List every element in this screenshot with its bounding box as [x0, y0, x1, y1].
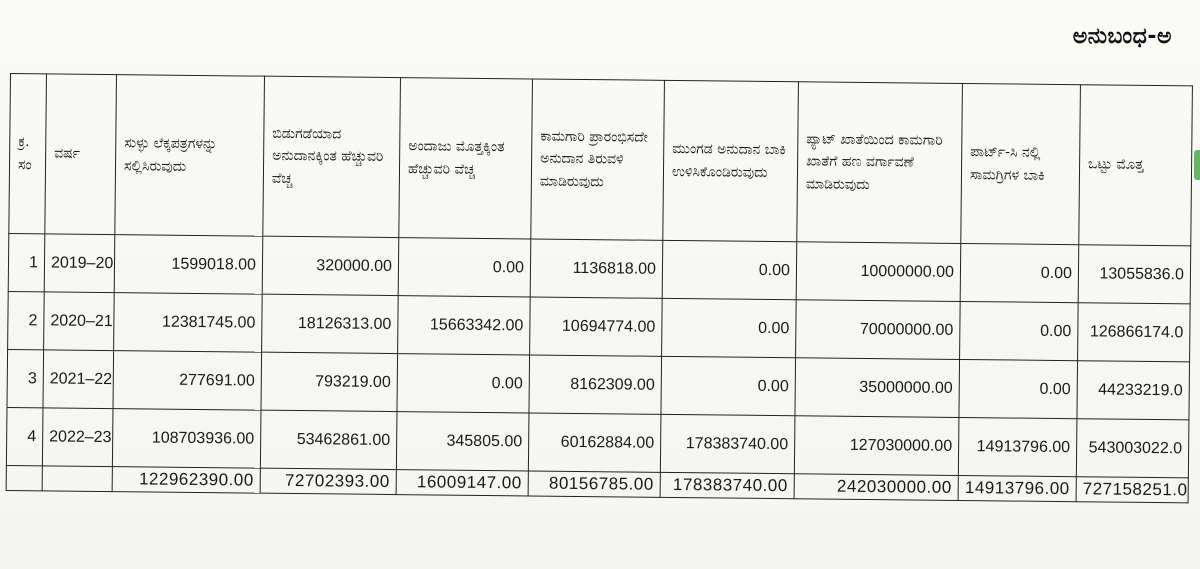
total-excess-over-released: 72702393.00: [260, 468, 396, 494]
cell-total: 13055836.0: [1078, 245, 1191, 304]
header-total: ಒಟ್ಟು ಮೊತ್ತ: [1079, 85, 1193, 246]
cell-advance-pending: 0.00: [662, 240, 797, 299]
cell-total: 543003022.0: [1076, 419, 1189, 478]
table-body: [6, 233, 1191, 502]
cell-false-accounts: 108703936.00: [112, 409, 261, 469]
cell-excess-over-estimate: 0.00: [397, 354, 530, 413]
cell-false-accounts: 12381745.00: [114, 293, 263, 353]
cell-excess-over-estimate: 0.00: [398, 238, 531, 297]
cell-total: 44233219.0: [1077, 361, 1190, 420]
total-advance-pending: 178383740.00: [660, 472, 794, 498]
cell-excess-over-estimate: 345805.00: [396, 412, 529, 471]
cell-sl: 2: [8, 291, 45, 349]
total-grant-diverted: 80156785.00: [528, 471, 660, 497]
cell-excess-over-estimate: 15663342.00: [398, 296, 531, 355]
cell-sl: 1: [8, 233, 45, 291]
cell-sl: 3: [7, 349, 44, 407]
cell-excess-over-released: 320000.00: [262, 236, 399, 295]
cell-false-accounts: 1599018.00: [114, 235, 263, 295]
header-false-accounts: ಸುಳ್ಳು ಲೆಕ್ಕಪತ್ರಗಳನ್ನು ಸಲ್ಲಿಸಿರುವುದು: [115, 75, 265, 237]
cell-advance-pending: 0.00: [661, 356, 796, 415]
cell-pat-transfer: 35000000.00: [795, 358, 960, 418]
report-table: [6, 73, 1193, 503]
total-grand-total: 727158251.0: [1076, 477, 1188, 503]
cell-part-c-material: 14913796.00: [958, 417, 1077, 476]
cell-excess-over-released: 18126313.00: [262, 294, 399, 353]
header-row: [9, 74, 1193, 246]
cell-sl-empty: [6, 465, 42, 490]
total-part-c-material: 14913796.00: [958, 475, 1076, 501]
cell-year-empty: [42, 466, 112, 492]
cell-part-c-material: 0.00: [960, 301, 1079, 360]
cell-grant-diverted: 8162309.00: [529, 355, 662, 414]
cell-advance-pending: 178383740.00: [660, 414, 795, 473]
header-grant-diverted: ಕಾಮಗಾರಿ ಪ್ರಾರಂಭಿಸದೇ ಅನುದಾನ ತಿರುವಳಿ ಮಾಡಿರುವುದು: [531, 79, 665, 240]
table-header: [9, 74, 1193, 246]
cell-grant-diverted: 60162884.00: [528, 413, 661, 472]
total-pat-transfer: 242030000.00: [794, 474, 958, 501]
cell-advance-pending: 0.00: [662, 298, 797, 357]
header-part-c-material: ಪಾರ್ಟ್-ಸಿ ನಲ್ಲಿ ಸಾಮಗ್ರಿಗಳ ಬಾಕಿ: [961, 83, 1081, 244]
cell-sl: 4: [6, 407, 43, 465]
cell-pat-transfer: 127030000.00: [794, 416, 959, 476]
cell-excess-over-released: 793219.00: [261, 352, 398, 411]
cell-year: 2021–22: [43, 350, 114, 409]
cell-pat-transfer: 10000000.00: [796, 242, 961, 302]
cell-pat-transfer: 70000000.00: [796, 300, 961, 360]
header-year: ವರ್ಷ: [45, 74, 117, 235]
total-excess-over-estimate: 16009147.00: [396, 470, 528, 496]
cell-false-accounts: 277691.00: [113, 351, 262, 411]
cell-year: 2019–20: [44, 234, 115, 293]
cell-year: 2020–21: [44, 292, 115, 351]
cell-grant-diverted: 10694774.00: [530, 297, 663, 356]
header-excess-over-released: ಬಿಡುಗಡೆಯಾದ ಅನುದಾನಕ್ಕಿಂತ ಹೆಚ್ಚುವರಿ ವೆಚ್ಚ: [263, 76, 401, 237]
cell-excess-over-released: 53462861.00: [260, 410, 397, 469]
cell-year: 2022–23: [42, 408, 113, 467]
cell-part-c-material: 0.00: [959, 359, 1078, 418]
page-edge-mark: [1194, 150, 1200, 180]
cell-part-c-material: 0.00: [960, 243, 1079, 302]
total-false-accounts: 122962390.00: [112, 467, 260, 494]
cell-total: 126866174.0: [1078, 303, 1191, 362]
header-pat-transfer: ಪ್ಯಾಟ್ ಖಾತೆಯಿಂದ ಕಾಮಗಾರಿ ಖಾತೆಗೆ ಹಣ ವರ್ಗಾವಣೆ ಮಾಡಿರುವುದು: [797, 82, 963, 244]
header-advance-pending: ಮುಂಗಡ ಅನುದಾನ ಬಾಕಿ ಉಳಿಸಿಕೊಂಡಿರುವುದು: [663, 80, 799, 241]
header-sl-no: ಕ್ರ. ಸಂ: [9, 74, 47, 234]
annexure-title: ಅನುಬಂಧ-ಅ: [1072, 24, 1172, 49]
cell-grant-diverted: 1136818.00: [530, 239, 663, 298]
header-excess-over-estimate: ಅಂದಾಜು ಮೊತ್ತಕ್ಕಿಂತ ಹೆಚ್ಚುವರಿ ವೆಚ್ಚ: [399, 78, 533, 239]
